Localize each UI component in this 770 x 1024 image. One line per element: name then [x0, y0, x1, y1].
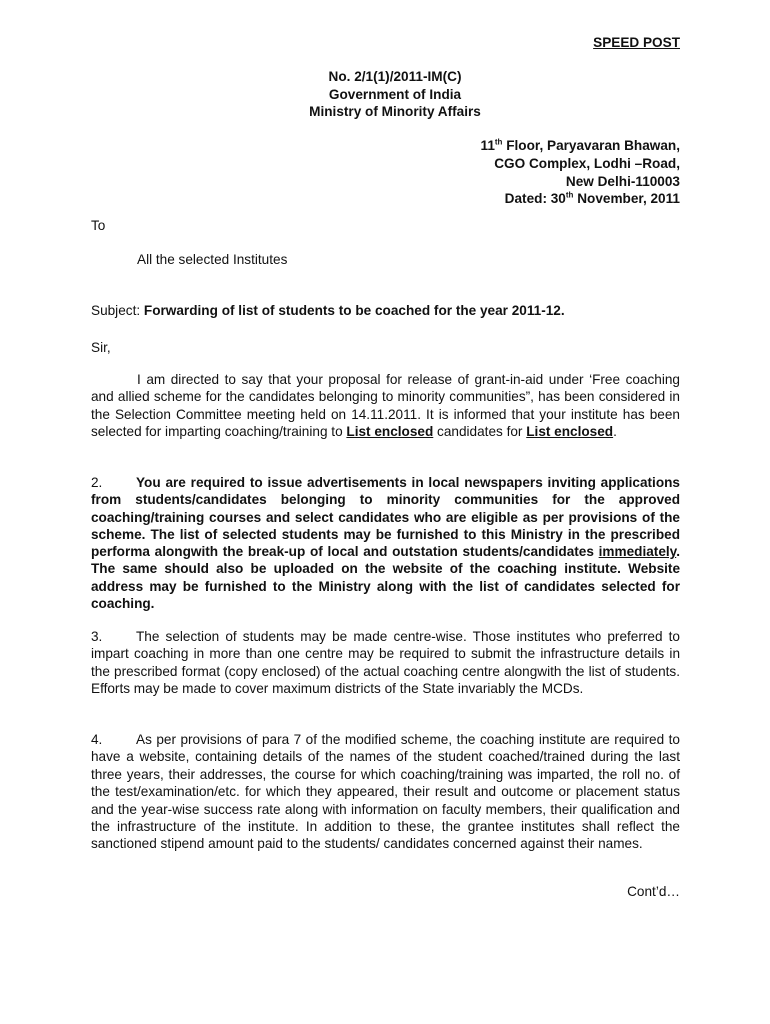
address-line-1 [481, 137, 680, 155]
para1-text-c: . [613, 424, 617, 440]
subject-line [91, 303, 565, 318]
paragraph-4 [91, 731, 680, 853]
para2-number: 2. [91, 475, 103, 490]
paragraph-3 [91, 628, 680, 698]
paragraph-1 [91, 371, 680, 441]
list-enclosed-ref-2: List enclosed [526, 424, 614, 440]
floor-suffix: th [494, 137, 503, 147]
date-rest: November, 2011 [573, 191, 680, 207]
file-number: No. 2/1(1)/2011-IM(C) [328, 69, 462, 84]
address-line-3: New Delhi-110003 [565, 173, 680, 189]
sender-address [481, 137, 680, 208]
para3-text: The selection of students may be made centre-wise. Those institutes who preferred to impart coaching in more than one centre may be required to submit the infrastructure details in the prescribed format (copy enclosed) of the actual coaching centre alongwith the list of students. Efforts may be made to cover maximum districts of the State invariably the MCDs. [91, 629, 680, 697]
floor-number: 11 [480, 138, 495, 153]
date-prefix: Dated: 30 [504, 191, 566, 207]
continued-label: Cont’d… [627, 884, 680, 899]
speed-post-label: SPEED POST [593, 35, 680, 50]
para4-text: As per provisions of para 7 of the modified scheme, the coaching institute are required to have a website, containing details of the names of the student coached/trained during the last three years, their addresses, the course for which coaching/training was imparted, the roll no. of the test/examination/etc. for which they appeared, their result and outcome or placement status and the year-wise success rate along with information on faculty members, their qualification and the infrastructure of the institute. In addition to these, the grantee institutes shall reflect the sanctioned stipend amount paid to the students/ candidates concerned against their names. [91, 732, 680, 852]
date-suffix: th [565, 190, 574, 200]
para2-text-b: . The same should also be uploaded on the website of the coaching institute. Website address may be furnished to the Ministry along with the list of candidates selected for coaching. [91, 544, 680, 612]
list-enclosed-ref-1: List enclosed [346, 424, 434, 440]
para1-text-b: candidates for [433, 424, 527, 440]
para3-number: 3. [91, 629, 103, 644]
paragraph-2 [91, 474, 680, 612]
ministry-line: Ministry of Minority Affairs [309, 104, 481, 119]
address-line-2: CGO Complex, Lodhi –Road, [494, 155, 680, 171]
subject-label: Subject: [91, 303, 144, 318]
salutation: Sir, [91, 340, 111, 355]
recipient-name: All the selected Institutes [137, 252, 288, 267]
floor-text: Floor, Paryavaran Bhawan, [502, 138, 680, 153]
para4-number: 4. [91, 732, 103, 747]
date-line [481, 190, 680, 208]
letter-heading [230, 68, 560, 121]
subject-text: Forwarding of list of students to be coached for the year 2011-12. [143, 303, 565, 318]
para2-immediately: immediately [598, 544, 677, 560]
government-line: Government of India [328, 86, 462, 102]
para1-text-a: I am directed to say that your proposal for release of grant-in-aid under ‘Free coaching and allied scheme for the candidates belonging to minority communities”, has been considered in the Selection Committee meeting held on 14.11.2011. It is informed that your institute has been selected for imparting coaching/training to [91, 372, 680, 440]
para2-text-a: You are required to issue advertisements in local newspapers inviting applications from students/candidates belonging to minority communities for the approved coaching/training courses and select candidates who are eligible as per provisions of the scheme. The list of selected students may be furnished to this Ministry in the prescribed performa alongwith the break-up of local and outstation students/candidates [91, 475, 680, 560]
to-label: To [91, 218, 106, 233]
